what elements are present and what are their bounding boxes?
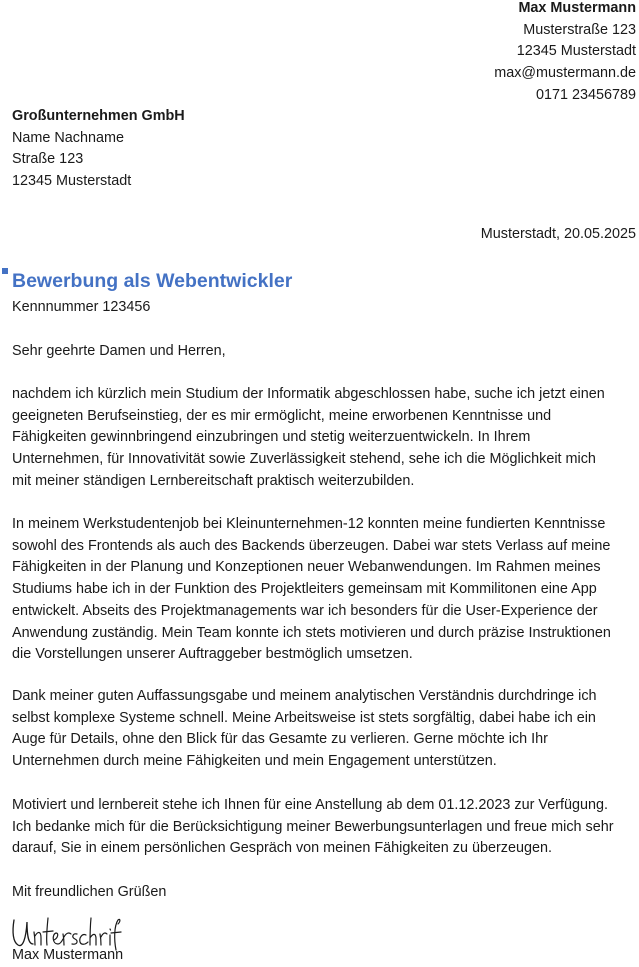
- closing-phrase: Mit freundlichen Grüßen: [12, 884, 167, 900]
- paragraph-line: Studiums habe ich in der Funktion des Projektleiters gemeinsam mit Kommilitonen eine App: [12, 581, 597, 598]
- recipient-city: 12345 Musterstadt: [12, 173, 132, 190]
- paragraph-line: Unternehmen durch meine Fähigkeiten und mein Engagement unterstützen.: [12, 753, 497, 770]
- paragraph-line: Fähigkeiten in der Planung und Konzeptionen neuer Webanwendungen. Im Rahmen meines: [12, 559, 601, 576]
- paragraph-line: Dank meiner guten Auffassungsgabe und meinem analytischen Verständnis durchdringe ich: [12, 688, 597, 704]
- paragraph-line: geeigneten Berufseinstieg, der es mir ermöglicht, meine erworbenen Kenntnisse und: [12, 407, 552, 424]
- sender-address-block: [494, 0, 636, 107]
- signer-name: Max Mustermann: [12, 947, 124, 963]
- body-paragraph-1: [12, 384, 639, 493]
- paragraph-line: Ich bedanke mich für die Berücksichtigung meiner Bewerbungsunterlagen und freue mich sehr: [12, 818, 614, 835]
- paragraph-line: Fähigkeiten gewinnbringend einzubringen und stetig weiterzuentwickeln. In Ihrem: [12, 429, 531, 446]
- recipient-name: Name Nachname: [12, 129, 124, 146]
- sender-city: 12345 Musterstadt: [516, 43, 636, 60]
- paragraph-line: Motiviert und lernbereit stehe ich Ihnen für eine Anstellung ab dem 01.12.2023 zur Verfügung.: [12, 797, 609, 813]
- recipient-company: Großunternehmen GmbH: [12, 108, 185, 124]
- letter-date: Musterstadt, 20.05.2025: [480, 226, 636, 242]
- paragraph-line: Anwendung zuständig. Mein Team konnte ich stets motivieren und durch präzise Instruktionen: [12, 624, 611, 641]
- salutation: Sehr geehrte Damen und Herren,: [12, 343, 226, 359]
- sender-street: Musterstraße 123: [523, 21, 636, 38]
- recipient-address-block: [12, 106, 185, 193]
- body-paragraph-3: [12, 686, 639, 773]
- sender-phone: 0171 23456789: [535, 86, 636, 103]
- reference-number: Kennnummer 123456: [12, 299, 151, 315]
- paragraph-line: nachdem ich kürzlich mein Studium der Informatik abgeschlossen habe, suche ich jetzt einen: [12, 386, 605, 402]
- sender-name: Max Mustermann: [518, 0, 636, 16]
- paragraph-line: mit meiner ständigen Lernbereitschaft praktisch weiterzubilden.: [12, 472, 415, 489]
- paragraph-line: In meinem Werkstudentenjob bei Kleinunternehmen-12 konnten meine fundierten Kenntnisse: [12, 516, 606, 532]
- paragraph-line: entwickelt. Abseits des Projektmanagements war ich besonders für die User-Experience der: [12, 602, 598, 619]
- paragraph-line: Unternehmen, für Innovativität sowie Zuverlässigkeit stehend, sehe ich die Möglichkeit mich: [12, 451, 596, 468]
- sender-email: max@mustermann.de: [494, 65, 636, 82]
- letter-subject: Bewerbung als Webentwickler: [12, 270, 293, 292]
- recipient-street: Straße 123: [12, 151, 84, 168]
- body-paragraph-2: [12, 514, 639, 666]
- paragraph-line: selbst komplexe Systeme schnell. Meine Arbeitsweise ist stets sorgfältig, dabei habe ich ein: [12, 709, 596, 726]
- paragraph-line: Auge für Details, ohne den Blick für das Gesamte zu verlieren. Gerne möchte ich Ihr: [12, 731, 548, 748]
- paragraph-line: die Vorstellungen unserer Auftraggeber bestmöglich umsetzen.: [12, 646, 413, 663]
- paragraph-line: darauf, Sie in einem persönlichen Gespräch von meinen Fähigkeiten zu überzeugen.: [12, 840, 552, 857]
- subject-marker: [2, 268, 8, 274]
- paragraph-line: sowohl des Frontends als auch des Backends überzeugen. Dabei war stets Verlass auf meine: [12, 537, 611, 554]
- body-paragraph-4: [12, 795, 639, 860]
